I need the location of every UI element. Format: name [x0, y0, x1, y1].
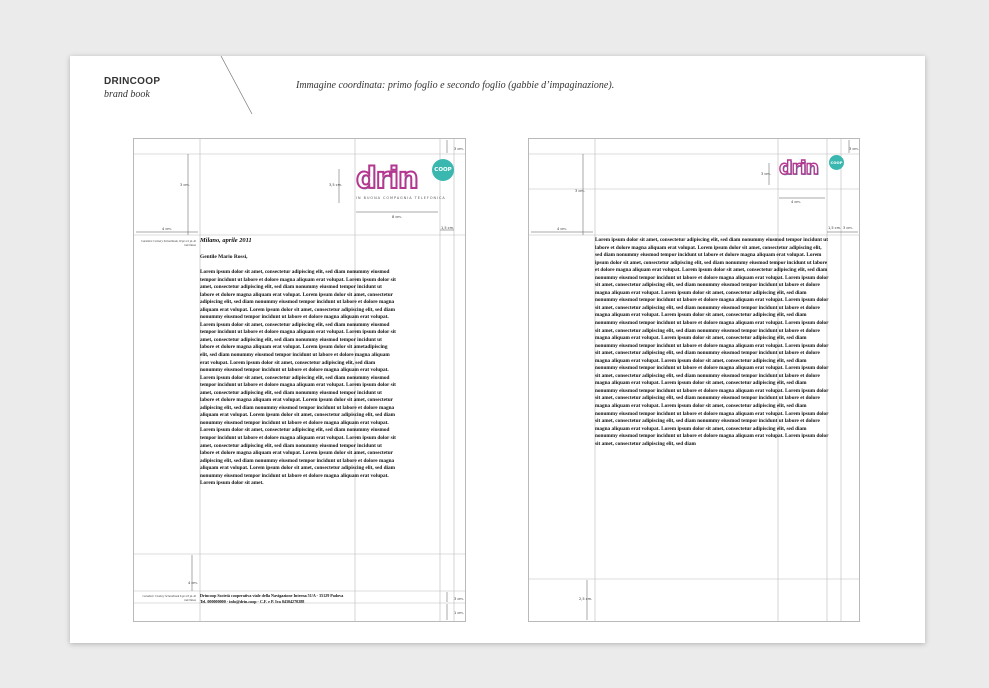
logo-wordmark: drin	[779, 157, 819, 179]
header-divider	[215, 56, 255, 116]
brand-book-sheet	[70, 56, 925, 643]
measure-left-margin: 4 cm.	[162, 227, 172, 231]
measure-logo-height: 3,5 cm.	[329, 183, 343, 187]
brand-name: DRINCOOP	[104, 76, 161, 87]
logo-tagline: IN BUONA COMPAGNIA TELEFONICA	[356, 196, 446, 200]
measure-logo-height: 3 cm.	[761, 172, 771, 176]
continuation-body: Lorem ipsum dolor sit amet, consectetur adipiscing elit, sed diam nonummy eiusmod tempor incidunt ut labore et dolore magna aliquam erat volupat. Lorem ipsum dolor sit amet, consectetur adipiscing elit, sed diam nonummy eiusmod tempor incidunt ut labore et dolore magna aliquam erat volupat. Lorem ipsum dolor sit amet, consectetur adipiscing elit, sed diam nonummy eiusmod tempor incidunt ut labore et dolore magna aliquam erat volupat. Lorem ipsum dolor sit amet, consectetur adipiscing elit, sed diam nonummy eiusmod tempor incidunt ut labore et dolore magna aliquam erat volupat. Lorem ipsum dolor sit amet, consectetur adipiscing elit, sed diam nonummy eiusmod tempor incidunt ut labore et dolore magna aliquam erat volupat. Lorem ipsum dolor sit amet, consectetur adipiscing elit, sed diam nonummy eiusmod tempor incidunt ut labore et dolore magna aliquam erat volupat. Lorem ipsum dolor sit amet, consectetur adipiscing elit, sed diam nonummy eiusmod tempor incidunt ut labore et dolore magna aliquam erat volupat. Lorem ipsum dolor sit amet, consectetur adipiscing elit, sed diam nonummy eiusmod tempor incidunt ut labore et dolore magna aliquam erat volupat. Lorem ipsum dolor sit amet, consectetur adipiscing elit, sed diam nonummy eiusmod tempor incidunt ut labore et dolore magna aliquam erat volupat. Lorem ipsum dolor sit amet, consectetur adipiscing elit, sed diam nonummy eiusmod tempor incidunt ut labore et dolore magna aliquam erat volupat. Lorem ipsum dolor sit amet, consectetur adipiscing elit, sed diam nonummy eiusmod tempor incidunt ut labore et dolore magna aliquam erat volupat. Lorem ipsum dolor sit amet, consectetur adipiscing elit, sed diam nonummy eiusmod tempor incidunt ut labore et dolore magna aliquam erat volupat. Lorem ipsum dolor sit amet, consectetur adipiscing elit, sed diam nonummy eiusmod tempor incidunt ut labore et dolore magna aliquam erat volupat. Lorem ipsum dolor sit amet, consectetur adipiscing elit, sed diam nonummy eiusmod tempor incidunt ut labore et dolore magna aliquam erat volupat. Lorem ipsum dolor sit amet, consectetur adipiscing elit, sed diam nonummy eiusmod tempor incidunt ut labore et dolore magna aliquam erat volupat. Lorem ipsum dolor sit amet, consectetur adipiscing elit, sed diam nonummy eiusmod tempor incidunt ut labore et dolore magna aliquam erat volupat. Lorem ipsum dolor sit amet, consectetur adipiscing elit, sed diam nonummy eiusmod tempor incidunt ut labore et dolore magna aliquam erat volupat. Lorem ipsum dolor sit amet, consectetur adipiscing elit, sed diam nonummy eiusmod tempor incidunt ut labore et dolore magna aliquam erat volupat. Lorem ipsum dolor sit amet, consectetur adipiscing elit, sed diam	[595, 237, 829, 447]
brand-subtitle: brand book	[104, 89, 150, 100]
coop-badge: COOP	[432, 159, 454, 181]
sidenote-footer-font: Carattere Century Schoolbook 6 pt./10 pt. di interlinea	[142, 594, 196, 602]
measure-left-margin: 4 cm.	[557, 227, 567, 231]
letter-body: Lorem ipsum dolor sit amet, consectetur adipiscing elit, sed diam nonummy eiusmod tempor incidunt ut labore et dolore magna aliquam erat volupat. Lorem ipsum dolor sit amet, consectetur adipiscing elit, sed diam nonummy eiusmod tempor incidunt ut labore et dolore magna aliquam erat volupat. Lorem ipsum dolor sit amet, consectetur adipiscing elit, sed diam nonummy eiusmod tempor incidunt ut labore et dolore magna aliquam erat volupat. Lorem ipsum dolor sit amet, consectetur adipiscing elit, sed diam nonummy eiusmod tempor incidunt ut labore et dolore magna aliquam erat volupat. Lorem ipsum dolor sit amet, consectetur adipiscing elit, sed diam nonummy eiusmod tempor incidunt ut labore et dolore magna aliquam erat volupat. Lorem ipsum dolor sit amet, consectetur adipiscing elit, sed diam nonummy eiusmod tempor incidunt ut labore et dolore magna aliquam erat volupat. Lorem ipsum dolor sit ametadipiscing elit, sed diam nonummy eiusmod tempor incidunt ut labore et dolore magna aliquam erat volupat. Lorem ipsum dolor sit amet, consectetur adipiscing elit, sed diam nonummy eiusmod tempor incidunt ut labore et dolore magna aliquam erat volupat. Lorem ipsum dolor sit amet, consectetur adipiscing elit, sed diam nonummy eiusmod tempor incidunt ut labore et dolore magna aliquam erat volupat. Lorem ipsum dolor sit amet, consectetur adipiscing elit, sed diam nonummy eiusmod tempor incidunt ut labore et dolore magna aliquam erat volupat. Lorem ipsum dolor sit amet, consectetur adipiscing elit, sed diam nonummy eiusmod tempor incidunt ut labore et dolore magna aliquam erat volupat. Lorem ipsum dolor sit amet, consectetur adipiscing elit, sed diam nonummy eiusmod tempor incidunt ut labore et dolore magna aliquam erat volupat. Lorem ipsum dolor sit amet, consectetur adipiscing elit, sed diam nonummy eiusmod tempor incidunt ut labore et dolore magna aliquam erat volupat. Lorem ipsum dolor sit amet, consectetur adipiscing elit, sed diam nonummy eiusmod tempor incidunt ut labore et dolore magna aliquam erat volupat. Lorem ipsum dolor sit amet, consectetur adipiscing elit, sed diam nonummy eiusmod tempor incidunt ut labore et dolore magna aliquam erat volupat. Lorem ipsum dolor sit amet, consectetur adipiscing elit, sed diam nonummy eiusmod tempor incidunt ut labore et dolore magna aliquam erat volupat. Lorem ipsum dolor sit amet.	[200, 269, 396, 487]
sidenote-body-font: Carattere Century Schoolbook 10 pt./12 pt. di interlinea	[140, 239, 196, 247]
measure-footer-height: 3 cm.	[454, 597, 464, 601]
letter-greeting: Gentile Mario Rossi,	[200, 254, 248, 260]
page-title: Immagine coordinata: primo foglio e secondo foglio (gabbie d’impaginazione).	[296, 80, 615, 91]
measure-footer-space: 4 cm.	[188, 581, 198, 585]
measure-logo-width: 4 cm.	[791, 200, 801, 204]
measure-bottom-margin: 2,5 cm.	[579, 597, 593, 601]
measure-logo-width: 8 cm.	[392, 215, 402, 219]
measure-right-margin: 1,5 cm.	[441, 226, 455, 230]
logo-wordmark: drin	[356, 161, 418, 195]
letter-footer	[200, 593, 455, 605]
measure-corner: 3 cm.	[454, 147, 464, 151]
drincoop-logo	[356, 161, 456, 212]
coop-badge: COOP	[829, 155, 844, 170]
brand-block	[104, 76, 160, 100]
measure-top-margin: 3 cm.	[180, 183, 190, 187]
footer-address: Drincoop Società cooperativa viale della Navigazione Interna 51/A - 35129 Padova	[200, 593, 344, 598]
first-sheet-grid	[133, 138, 466, 622]
measure-right-margin: 1,5 cm.	[828, 226, 842, 230]
drincoop-logo-small	[779, 157, 843, 189]
measure-outer-margin: 3 cm.	[843, 226, 853, 230]
letter-date: Milano, aprile 2011	[200, 237, 252, 244]
measure-top-margin: 3 cm.	[575, 189, 585, 193]
measure-bottom-margin: 1 cm.	[454, 611, 464, 615]
second-sheet-grid	[528, 138, 860, 622]
measure-corner: 3 cm.	[849, 147, 859, 151]
footer-contacts: Tel. 000000000 - info@drin.coop - C.F. e P. Iva 04304270288	[200, 599, 305, 604]
